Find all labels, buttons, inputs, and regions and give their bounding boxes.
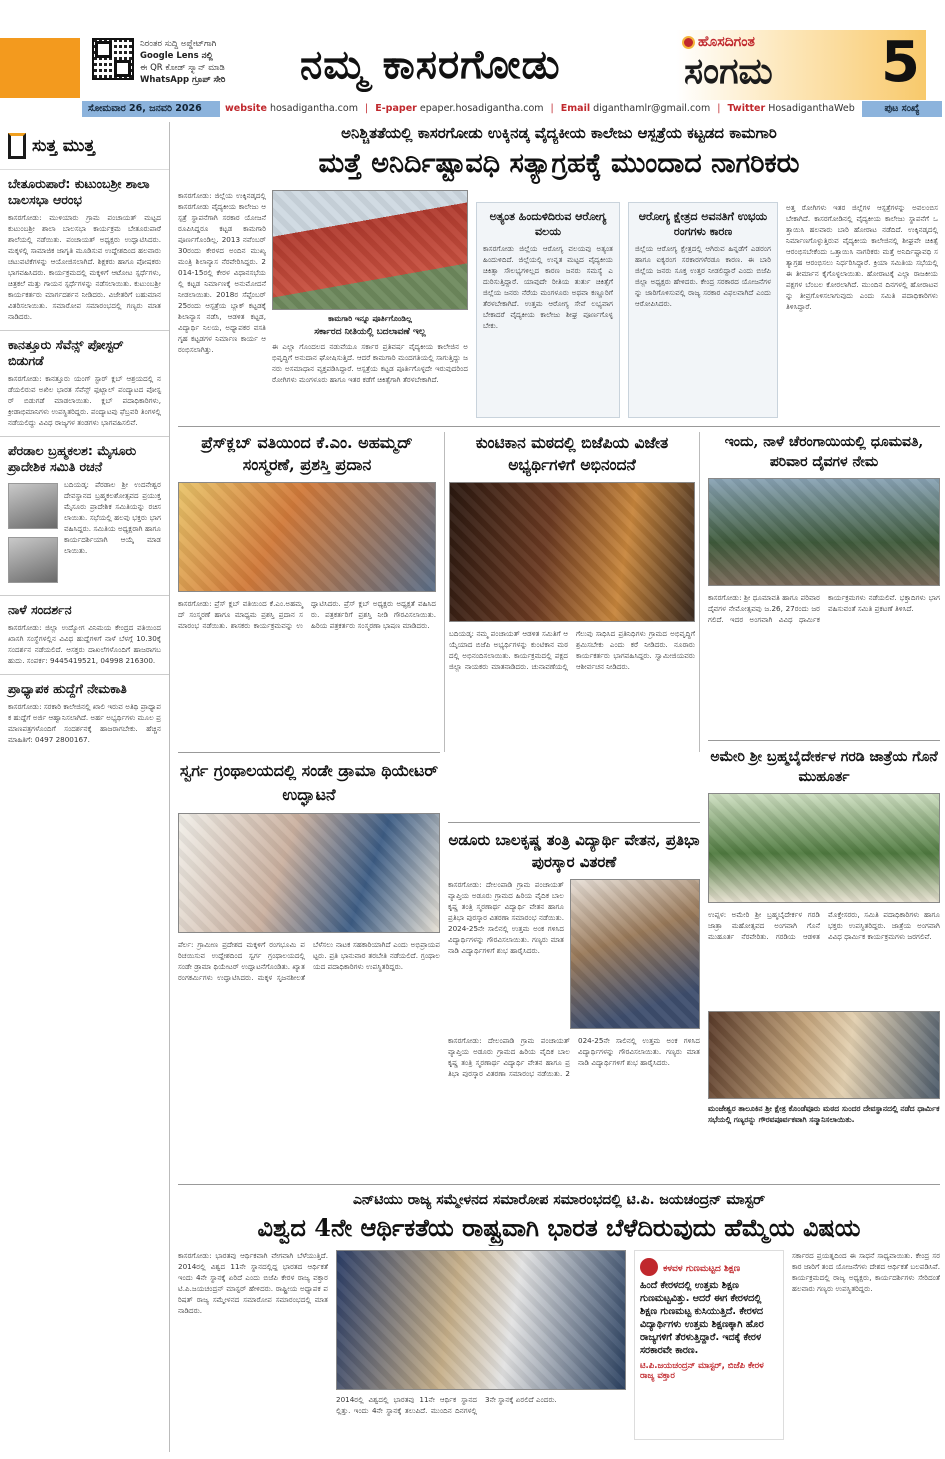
story-body-continued: ಕಾಸರಗೋಡು: ದೇಲಂಪಾಡಿ ಗ್ರಾಮ ಪಂಚಾಯತ್ ವ್ಯಾಪ್ತಿಯ ಅಡೂರು ಗ್ರಾಮದ ಹಿರಿಯ ವೈದಿಕ ಬಾಲಕೃಷ್ಣ ತಂತ್ರಿ ಸ್ಮರಣಾರ್ಥ ವಿದ್ಯಾರ್ಥಿ ವೇತನ ಹಾಗೂ ಪ್ರತಿಭಾ ಪುರಸ್ಕಾರ ವಿತರಣಾ ಸಮಾರಂಭ ನಡೆಯಿತು. 2024-25ನೇ ಸಾಲಿನಲ್ಲಿ ಉತ್ತಮ ಅಂಕ ಗಳಿಸಿದ ವಿದ್ಯಾರ್ಥಿಗಳನ್ನು ಗೌರವಿಸಲಾಯಿತು. ಗಣ್ಯರು ಮಾತನಾಡಿ ವಿದ್ಯಾರ್ಥಿಗಳಿಗೆ ಶುಭ ಹಾರೈಸಿದರು. [448,1036,700,1078]
story-photo [570,879,700,1029]
sidebar-box-title: ಆರೋಗ್ಯ ಕ್ಷೇತ್ರದ ಅವನತಿಗೆ ಉಭಯ ರಂಗಗಳು ಕಾರಣ [638,210,768,238]
story-body: ಬದಿಯಡ್ಕ: ನಮ್ಮ ಪಂಚಾಯತ್ ಆಡಳಿತ ಸಮಿತಿಗೆ ಆಯ್ಕೆಯಾದ ಬಿಜೆಪಿ ಅಭ್ಯರ್ಥಿಗಳನ್ನು ಕುಂಟಿಕಾನ ಮಠದಲ್ಲಿ ಅಭಿನಂದಿಸಲಾಯಿತು. ಕಾರ್ಯಕ್ರಮದಲ್ಲಿ ಪಕ್ಷದ ಜಿಲ್ಲಾ ನಾಯಕರು ಮಾತನಾಡಿದರು. ಚುನಾವಣೆಯಲ್ಲಿ ಗೆಲುವು ಸಾಧಿಸಿದ ಪ್ರತಿನಿಧಿಗಳು ಗ್ರಾಮದ ಅಭಿವೃದ್ಧಿಗೆ ಶ್ರಮಿಸಬೇಕು ಎಂದು ಕರೆ ನೀಡಿದರು. ನೂರಾರು ಕಾರ್ಯಕರ್ತರು ಭಾಗವಹಿಸಿದ್ದರು. ಸ್ವಾಮೀಜಿಯವರು ಆಶೀರ್ವಚನ ನೀಡಿದರು. [449,629,695,671]
story-body: ಉಪ್ಪಳ: ಅಮೇರಿ ಶ್ರೀ ಬ್ರಹ್ಮಬೈದೇರ್ಕಳ ಗರಡಿ ಜಾತ್ರಾ ಮಹೋತ್ಸವದ ಅಂಗವಾಗಿ ಗೊನೆ ಮುಹೂರ್ತ ನೆರವೇರಿತು. ಗರಡಿಯ ಆಡಳಿತ ಮೊಕ್ತೇಸರರು, ಸಮಿತಿ ಪದಾಧಿಕಾರಿಗಳು ಹಾಗೂ ಭಕ್ತರು ಉಪಸ್ಥಿತರಿದ್ದರು. ಜಾತ್ರೆಯ ಅಂಗವಾಗಿ ವಿವಿಧ ಧಾರ್ಮಿಕ ಕಾರ್ಯಕ್ರಮಗಳು ಜರಗಲಿವೆ. [708,910,940,941]
divider: | [550,103,554,114]
twitter-link[interactable]: HosadiganthaWeb [768,103,855,114]
epaper-label: E-paper [375,103,417,114]
lead-body: ಕಾಸರಗೋಡು: ಜಿಲ್ಲೆಯ ಉಕ್ಕಿನಡ್ಕದಲ್ಲಿ ಕಾಸರಗೋಡು ವೈದ್ಯಕೀಯ ಕಾಲೇಜು ಆಸ್ಪತ್ರೆ ಸ್ಥಾಪನೆಗಾಗಿ ಸರಕಾರ ಯೋಜನೆ ರೂಪಿಸಿದ್ದರೂ ಕಟ್ಟಡ ಕಾಮಗಾರಿ ಪೂರ್ಣಗೊಂಡಿಲ್ಲ. 2013 ನವೆಂಬರ್ 30ರಂದು ಕೇರಳದ ಅಂದಿನ ಮುಖ್ಯಮಂತ್ರಿ ಶಿಲಾನ್ಯಾಸ ನೆರವೇರಿಸಿದ್ದರು. 2014-15ರಲ್ಲಿ ಕೇರಳ ವಿಧಾನಸಭೆಯಲ್ಲಿ ಕಟ್ಟಡ ನಿರ್ಮಾಣಕ್ಕೆ ಅನುಮೋದನೆ ನೀಡಲಾಯಿತು. 2018ರ ಸೆಪ್ಟೆಂಬರ್ 25ರಂದು ಆಸ್ಪತ್ರೆಯ ಬ್ಲಾಕ್ ಕಟ್ಟಡಕ್ಕೆ ಶಿಲಾನ್ಯಾಸ ನಡೆಸಿ, ಆಡಳಿತ ಕಟ್ಟಡ, ವಿದ್ಯಾರ್ಥಿ ನಿಲಯ, ಅಧ್ಯಾಪಕರ ವಸತಿ ಗೃಹ ಕಟ್ಟಡಗಳ ನಿರ್ಮಾಣ ಕಾರ್ಯ ಆರಂಭಿಸಲಾಗಿತ್ತು. [178,191,266,354]
brand-box [676,30,926,100]
story-headline: ಅಮೇರಿ ಶ್ರೀ ಬ್ರಹ್ಮಬೈದೇರ್ಕಳ ಗರಡಿ ಜಾತ್ರೆಯ ಗೊನೆ ಮುಹೂರ್ತ [710,749,938,785]
brief-item[interactable] [0,331,169,437]
epaper-link[interactable]: epaper.hosadigantha.com [419,103,544,114]
story-headline: ಸ್ವರ್ಗ ಗ್ರಂಥಾಲಯದಲ್ಲಿ ಸಂಡೇ ಡ್ರಾಮಾ ಥಿಯೇಟರ್ ಉದ್ಘಾಟನೆ [179,761,439,804]
email-label: Email [560,103,591,114]
bottom-body-mid: 2014ರಲ್ಲಿ ವಿಶ್ವದಲ್ಲಿ ಭಾರತವು 11ನೇ ಆರ್ಥಿಕ ಸ್ಥಾನದಲ್ಲಿತ್ತು. ಇಂದು 4ನೇ ಸ್ಥಾನಕ್ಕೆ ತಲುಪಿದೆ. ಮುಂದಿನ ದಿನಗಳಲ್ಲಿ 3ನೇ ಸ್ಥಾನಕ್ಕೆ ಏರಲಿದೆ ಎಂದರು. [336,1395,557,1415]
divider [178,426,940,427]
felicitation-photo [708,1011,940,1099]
hospital-building-photo [272,190,468,310]
qr-line: ಈ QR ಕೋಡ್ ಸ್ಕ್ಯಾನ್ ಮಾಡಿ [140,63,225,73]
bottom-kicker: ಎನ್‌ಟಿಯು ರಾಜ್ಯ ಸಮ್ಮೇಳನದ ಸಮಾರೋಪ ಸಮಾರಂಭದಲ್ಲಿ ಟಿ.ಪಿ. ಜಯಚಂದ್ರನ್ ಮಾಸ್ಟರ್ [352,1192,766,1208]
story-photo [708,478,940,586]
divider: | [365,103,369,114]
divider [178,1184,940,1185]
sidebar-box [628,202,778,418]
brief-body: ಕಾಸರಗೋಡು: ಸರಕಾರಿ ಕಾಲೇಜಿನಲ್ಲಿ ಖಾಲಿ ಇರುವ ಅತಿಥಿ ಪ್ರಾಧ್ಯಾಪಕ ಹುದ್ದೆಗೆ ಅರ್ಜಿ ಆಹ್ವಾನಿಸಲಾಗಿದೆ. ಅರ್ಹ ಅಭ್ಯರ್ಥಿಗಳು ಮೂಲ ಪ್ರಮಾಣಪತ್ರಗಳೊಂದಿಗೆ ಸಂದರ್ಶನಕ್ಕೆ ಹಾಜರಾಗಬೇಕು. ಹೆಚ್ಚಿನ ಮಾಹಿತಿಗೆ: 0497 2800167. [8,702,161,744]
info-strip [0,101,945,117]
story-photo [708,793,940,903]
brief-item[interactable] [0,596,169,675]
website-link[interactable]: hosadigantha.com [269,103,358,114]
bottom-story[interactable] [178,1190,940,1452]
story[interactable] [178,752,440,1177]
lead-headline: ಮತ್ತೆ ಅನಿರ್ದಿಷ್ಟಾವಧಿ ಸತ್ಯಾಗ್ರಹಕ್ಕೆ ಮುಂದಾದ ನಾಗರಿಕರು [318,148,800,179]
story-headline: ಇಂದು, ನಾಳೆ ಚೆರಂಗಾಯಿಯಲ್ಲಿ ಧೂಮವತಿ, ಪರಿವಾರ ದೈವಗಳ ನೇಮ [724,434,924,470]
briefs-column [0,122,170,1452]
brief-headline: ಪ್ರಾಧ್ಯಾಪಕ ಹುದ್ದೆಗೆ ನೇಮಕಾತಿ [8,681,127,696]
story-headline: ಕುಂಟಿಕಾನ ಮಠದಲ್ಲಿ ಬಿಜೆಪಿಯ ವಿಜೇತ ಅಭ್ಯರ್ಥಿಗಳಿಗೆ ಅಭಿನಂದನೆ [475,433,669,474]
qr-code-icon[interactable] [92,38,134,80]
brief-item[interactable] [0,437,169,596]
pull-quote-box [634,1250,784,1440]
pull-quote-title: ಕಳವಳ ಗುಣಮಟ್ಟದ ಶಿಕ್ಷಣ [663,1264,741,1274]
page-number: 5 [881,30,920,95]
website-label: website [225,103,267,114]
brief-headline: ಬೇತೂರುಪಾರೆ: ಕುಟುಂಬಶ್ರೀ ಶಾಲಾ ಬಾಲಸಭಾ ಆರಂಭ [8,176,150,207]
brand-name-small: ಹೊಸದಿಗಂತ [698,34,755,50]
story[interactable] [178,432,436,752]
quote-icon [640,1258,658,1276]
brief-item[interactable] [0,675,169,753]
story-body: ಕಾಸರಗೋಡು: ಶ್ರೀ ಧೂಮಾವತಿ ಹಾಗೂ ಪರಿವಾರ ದೈವಗಳ ನೇಮೋತ್ಸವವು ಜ.26, 27ರಂದು ಜರಗಲಿದೆ. ಇದರ ಅಂಗವಾಗಿ ವಿವಿಧ ಧಾರ್ಮಿಕ ಕಾರ್ಯಕ್ರಮಗಳು ನಡೆಯಲಿವೆ. ಭಕ್ತಾದಿಗಳು ಭಾಗವಹಿಸುವಂತೆ ಸಮಿತಿ ಪ್ರಕಟಣೆ ತಿಳಿಸಿದೆ. [708,593,940,624]
story-body: ಕಾಸರಗೋಡು: ಪ್ರೆಸ್ ಕ್ಲಬ್ ವತಿಯಿಂದ ಕೆ.ಎಂ.ಅಹಮ್ಮದ್ ಸಂಸ್ಮರಣೆ ಹಾಗೂ ಮಾಧ್ಯಮ ಪ್ರಶಸ್ತಿ ಪ್ರದಾನ ಸಮಾರಂಭ ನಡೆಯಿತು. ಶಾಸಕರು ಕಾರ್ಯಕ್ರಮವನ್ನು ಉದ್ಘಾಟಿಸಿದರು. ಪ್ರೆಸ್ ಕ್ಲಬ್ ಅಧ್ಯಕ್ಷರು ಅಧ್ಯಕ್ಷತೆ ವಹಿಸಿದರು. ಪತ್ರಕರ್ತರಿಗೆ ಪ್ರಶಸ್ತಿ ನೀಡಿ ಗೌರವಿಸಲಾಯಿತು. ಹಿರಿಯ ಪತ್ರಕರ್ತರು ಸಂಸ್ಮರಣಾ ಭಾಷಣ ಮಾಡಿದರು. [178,599,436,630]
qr-line: Google Lens ನಲ್ಲಿ [140,51,213,61]
sidebar-box [476,202,620,418]
bottom-body: ಕಾಸರಗೋಡು: ಭಾರತವು ಆರ್ಥಿಕವಾಗಿ ವೇಗವಾಗಿ ಬೆಳೆಯುತ್ತಿದೆ. 2014ರಲ್ಲಿ ವಿಶ್ವದ 11ನೇ ಸ್ಥಾನದಲ್ಲಿದ್ದ ಭಾರತದ ಆರ್ಥಿಕತೆ ಇಂದು 4ನೇ ಸ್ಥಾನಕ್ಕೆ ಏರಿದೆ ಎಂದು ಬಿಜೆಪಿ ಕೇರಳ ರಾಜ್ಯ ವಕ್ತಾರ ಟಿ.ಪಿ.ಜಯಚಂದ್ರನ್ ಮಾಸ್ಟರ್ ಹೇಳಿದರು. ರಾಷ್ಟ್ರೀಯ ಅಧ್ಯಾಪಕ ಪರಿಷತ್ ರಾಜ್ಯ ಸಮ್ಮೇಳನದ ಸಮಾರೋಪ ಸಮಾರಂಭದಲ್ಲಿ ಮಾತನಾಡಿದರು. [178,1251,328,1315]
bottom-headline: ವಿಶ್ವದ 4ನೇ ಆರ್ಥಿಕತೆಯ ರಾಷ್ಟ್ರವಾಗಿ ಭಾರತ ಬೆಳೆದಿರುವುದು ಹೆಮ್ಮೆಯ ವಿಷಯ [257,1213,861,1242]
brand-supplement-name: ಸಂಗಮ [684,50,773,92]
divider: | [717,103,721,114]
twitter-label: Twitter [727,103,766,114]
photo-caption: ಕಾಮಗಾರಿ ಇನ್ನೂ ಪೂರ್ತಿಗೊಂಡಿಲ್ಲ [328,314,412,323]
issue-date: ಸೋಮವಾರ 26, ಜನವರಿ 2026 [82,101,220,117]
section-masthead-title: ನಮ್ಮ ಕಾಸರಗೋಡು [300,41,561,88]
brief-headline: ಕಾನತ್ತೂರು ಸೆವೆನ್ಸ್ ಪೋಸ್ಟರ್ ಬಿಡುಗಡೆ [8,337,124,368]
section-mark-icon [8,133,26,159]
qr-line: WhatsApp ಗ್ರೂಪ್ ಸೇರಿ [140,75,226,85]
sidebar-box-title: ಅತ್ಯಂತ ಹಿಂದುಳಿದಿರುವ ಆರೋಗ್ಯ ವಲಯ [489,210,607,238]
pull-quote-text: ಹಿಂದೆ ಕೇರಳದಲ್ಲಿ ಉತ್ತಮ ಶಿಕ್ಷಣ ಗುಣಮಟ್ಟವಿತ್ತು. ಆದರೆ ಈಗ ಕೇರಳದಲ್ಲಿ ಶಿಕ್ಷಣ ಗುಣಮಟ್ಟ ಕುಸಿಯುತ್ತಿದೆ. ಕೇರಳದ ವಿದ್ಯಾರ್ಥಿಗಳು ಉತ್ತಮ ಶಿಕ್ಷಣಕ್ಕಾಗಿ ಹೊರ ರಾಜ್ಯಗಳಿಗೆ ತೆರಳುತ್ತಿದ್ದಾರೆ. ಇದಕ್ಕೆ ಕೇರಳ ಸರಕಾರವೇ ಕಾರಣ. [640,1279,764,1356]
person-photo [8,537,58,583]
story-photo [178,482,436,592]
story[interactable] [708,740,940,1150]
lead-story[interactable] [178,122,940,422]
photo-caption: ಮಂಜೇಶ್ವರ ತಾಲೂಕಿನ ಶ್ರೀ ಕ್ಷೇತ್ರ ಕೊಂಡೆವೂರು ಮಠದ ಸುಂದರ ದೇವಸ್ಥಾನದಲ್ಲಿ ನಡೆದ ಧಾರ್ಮಿಕ ಸಭೆಯಲ್ಲಿ ಗಣ್ಯರನ್ನು ಗೌರವಪೂರ್ವಕವಾಗಿ ಸನ್ಮಾನಿಸಲಾಯಿತು. [708,1104,940,1124]
lead-kicker: ಅನಿಶ್ಚಿತತೆಯಲ್ಲಿ ಕಾಸರಗೋಡು ಉಕ್ಕಿನಡ್ಕ ವೈದ್ಯಕೀಯ ಕಾಲೇಜು ಆಸ್ಪತ್ರೆಯ ಕಟ್ಟಡದ ಕಾಮಗಾರಿ [341,124,777,142]
pull-quote-attribution: ಟಿ.ಪಿ.ಜಯಚಂದ್ರನ್ ಮಾಸ್ಟರ್, ಬಿಜೆಪಿ ಕೇರಳ ರಾಜ್ಯ ವಕ್ತಾರ [640,1360,764,1381]
brief-body: ಕಾಸರಗೋಡು: ಜಿಲ್ಲಾ ಉದ್ಯೋಗ ವಿನಿಮಯ ಕೇಂದ್ರದ ವತಿಯಿಂದ ಖಾಸಗಿ ಸಂಸ್ಥೆಗಳಲ್ಲಿನ ವಿವಿಧ ಹುದ್ದೆಗಳಿಗೆ ನಾಳೆ ಬೆಳಗ್ಗೆ 10.30ಕ್ಕೆ ಸಂದರ್ಶನ ನಡೆಯಲಿದೆ. ಆಸಕ್ತರು ದಾಖಲೆಗಳೊಂದಿಗೆ ಹಾಜರಾಗಬಹುದು. ಸಂಪರ್ಕ: 9445419521, 04998 216300. [8,623,161,665]
story-headline: ಪ್ರೆಸ್‌ಕ್ಲಬ್ ವತಿಯಿಂದ ಕೆ.ಎಂ. ಅಹಮ್ಮದ್ ಸಂಸ್ಮರಣೆ, ಪ್ರಶಸ್ತಿ ಪ್ರದಾನ [201,433,413,474]
brief-headline: ಪೆರಡಾಲ ಬ್ರಹ್ಮಕಲಶ: ಮೈಸೂರು ಪ್ರಾದೇಶಿಕ ಸಮಿತಿ ರಚನೆ [8,443,137,474]
brief-headline: ನಾಳೆ ಸಂದರ್ಶನ [8,602,72,617]
lead-body-b: ಈ ಎಲ್ಲಾ ಗೊಂದಲದ ನಡುವೆಯೂ ಸರ್ಕಾರ ಪ್ರತಿವರ್ಷ ವೈದ್ಯಕೀಯ ಕಾಲೇಜಿನ ಅಭಿವೃದ್ಧಿಗೆ ಅನುದಾನ ಘೋಷಿಸುತ್ತಿದೆ. ಆದರೆ ಕಾಮಗಾರಿ ಮಂದಗತಿಯಲ್ಲಿ ಸಾಗುತ್ತಿದ್ದು ಜನರು ಅಸಮಾಧಾನ ವ್ಯಕ್ತಪಡಿಸಿದ್ದಾರೆ. ಆಸ್ಪತ್ರೆಯ ಕಟ್ಟಡ ಪೂರ್ತಿಗೊಳ್ಳದೇ ಇರುವುದರಿಂದ ರೋಗಿಗಳು ಮಂಗಳೂರು ಹಾಗೂ ಇತರ ಕಡೆಗೆ ಚಿಕಿತ್ಸೆಗಾಗಿ ತೆರಳಬೇಕಾಗಿದೆ. [272,342,468,384]
story-photo [178,813,440,933]
conference-photo [336,1250,626,1390]
bottom-body-right: ಸರ್ಕಾರದ ಪ್ರಯತ್ನದಿಂದ ಈ ಸಾಧನೆ ಸಾಧ್ಯವಾಯಿತು. ಕೇಂದ್ರ ಸರಕಾರ ಜಾರಿಗೆ ತಂದ ಯೋಜನೆಗಳು ದೇಶದ ಆರ್ಥಿಕತೆ ಬಲಪಡಿಸಿವೆ. ಕಾರ್ಯಕ್ರಮದಲ್ಲಿ ರಾಜ್ಯ ಅಧ್ಯಕ್ಷರು, ಕಾರ್ಯದರ್ಶಿಗಳು ಸೇರಿದಂತೆ ಹಲವಾರು ಗಣ್ಯರು ಉಪಸ್ಥಿತರಿದ್ದರು. [792,1251,940,1293]
section-logo [0,122,169,170]
brief-body: ಕಾಸರಗೋಡು: ಮುಳಿಯಾರು ಗ್ರಾಮ ಪಂಚಾಯತ್ ಮಟ್ಟದ ಕುಟುಂಬಶ್ರೀ ಶಾಲಾ ಬಾಲಸಭಾ ಕಾರ್ಯಕ್ರಮ ಬೇತೂರುಪಾರೆ ಶಾಲೆಯಲ್ಲಿ ನಡೆಯಿತು. ಪಂಚಾಯತ್ ಅಧ್ಯಕ್ಷರು ಉದ್ಘಾಟಿಸಿದರು. ಮಕ್ಕಳಲ್ಲಿ ಸಾಮಾಜಿಕ ಜಾಗೃತಿ ಮೂಡಿಸುವ ಉದ್ದೇಶದಿಂದ ಹಲವಾರು ಚಟುವಟಿಕೆಗಳನ್ನು ಆಯೋಜಿಸಲಾಗಿದೆ. ಶಿಕ್ಷಕರು ಹಾಗೂ ಪೋಷಕರು ಭಾಗವಹಿಸಿದರು. ಕಾರ್ಯಕ್ರಮದಲ್ಲಿ ಮಕ್ಕಳಿಗೆ ಆಟೋಟ ಸ್ಪರ್ಧೆಗಳು, ಚಿತ್ರಕಲೆ ಮತ್ತು ಗಾಯನ ಸ್ಪರ್ಧೆಗಳನ್ನು ನಡೆಸಲಾಯಿತು. ಕುಟುಂಬಶ್ರೀ ಕಾರ್ಯಕರ್ತರು ಮಾರ್ಗದರ್ಶನ ನೀಡಿದರು. ವಿಜೇತರಿಗೆ ಬಹುಮಾನ ವಿತರಿಸಲಾಯಿತು. ಸಮಾರೋಪ ಸಮಾರಂಭದಲ್ಲಿ ಗಣ್ಯರು ಮಾತನಾಡಿದರು. [8,213,161,321]
lead-body-right: ಅತ್ತ ರೋಗಿಗಳು ಇತರ ಜಿಲ್ಲೆಗಳ ಆಸ್ಪತ್ರೆಗಳನ್ನು ಅವಲಂಬಿಸಬೇಕಾಗಿದೆ. ಕಾಸರಗೋಡಿನಲ್ಲಿ ವೈದ್ಯಕೀಯ ಕಾಲೇಜು ಸ್ಥಾಪನೆಗೆ ಒತ್ತಾಯಿಸಿ ಹಲವಾರು ಬಾರಿ ಹೋರಾಟ ನಡೆದಿದೆ. ಉಕ್ಕಿನಡ್ಕದಲ್ಲಿ ನಿರ್ಮಾಣಗೊಳ್ಳುತ್ತಿರುವ ವೈದ್ಯಕೀಯ ಕಾಲೇಜಿನಲ್ಲಿ ಶೀಘ್ರವೇ ಚಿಕಿತ್ಸೆ ಆರಂಭಿಸಬೇಕೆಂದು ಒತ್ತಾಯಿಸಿ ನಾಗರಿಕರು ಮತ್ತೆ ಅನಿರ್ದಿಷ್ಟಾವಧಿ ಸತ್ಯಾಗ್ರಹ ಆರಂಭಿಸಲು ನಿರ್ಧರಿಸಿದ್ದಾರೆ. ಕ್ರಿಯಾ ಸಮಿತಿಯ ಸಭೆಯಲ್ಲಿ ಈ ತೀರ್ಮಾನ ಕೈಗೊಳ್ಳಲಾಯಿತು. ಹೋರಾಟಕ್ಕೆ ಎಲ್ಲಾ ರಾಜಕೀಯ ಪಕ್ಷಗಳ ಬೆಂಬಲ ಕೋರಲಾಗಿದೆ. ಮುಂದಿನ ದಿನಗಳಲ್ಲಿ ಹೋರಾಟವನ್ನು ತೀವ್ರಗೊಳಿಸಲಾಗುವುದು ಎಂದು ಸಮಿತಿ ಪದಾಧಿಕಾರಿಗಳು ತಿಳಿಸಿದ್ದಾರೆ. [786,203,938,311]
story-headline: ಅಡೂರು ಬಾಲಕೃಷ್ಣ ತಂತ್ರಿ ವಿದ್ಯಾರ್ಥಿ ವೇತನ, ಪ್ರತಿಭಾ ಪುರಸ್ಕಾರ ವಿತರಣೆ [448,831,700,871]
story-photo [449,482,695,622]
brand-logo-icon [682,36,695,49]
story-body: ಕಾಸರಗೋಡು: ದೇಲಂಪಾಡಿ ಗ್ರಾಮ ಪಂಚಾಯತ್ ವ್ಯಾಪ್ತಿಯ ಅಡೂರು ಗ್ರಾಮದ ಹಿರಿಯ ವೈದಿಕ ಬಾಲಕೃಷ್ಣ ತಂತ್ರಿ ಸ್ಮರಣಾರ್ಥ ವಿದ್ಯಾರ್ಥಿ ವೇತನ ಹಾಗೂ ಪ್ರತಿಭಾ ಪುರಸ್ಕಾರ ವಿತರಣಾ ಸಮಾರಂಭ ನಡೆಯಿತು. 2024-25ನೇ ಸಾಲಿನಲ್ಲಿ ಉತ್ತಮ ಅಂಕ ಗಳಿಸಿದ ವಿದ್ಯಾರ್ಥಿಗಳನ್ನು ಗೌರವಿಸಲಾಯಿತು. ಗಣ್ಯರು ಮಾತನಾಡಿ ವಿದ್ಯಾರ್ಥಿಗಳಿಗೆ ಶುಭ ಹಾರೈಸಿದರು. [448,880,564,955]
masthead-accent-block [0,38,80,98]
sidebar-box-body: ಕಾಸರಗೋಡು ಜಿಲ್ಲೆಯ ಆರೋಗ್ಯ ವಲಯವು ಅತ್ಯಂತ ಹಿಂದುಳಿದಿದೆ. ಜಿಲ್ಲೆಯಲ್ಲಿ ಉನ್ನತ ಮಟ್ಟದ ವೈದ್ಯಕೀಯ ಚಿಕಿತ್ಸಾ ಸೌಲಭ್ಯಗಳಿಲ್ಲದ ಕಾರಣ ಜನರು ಸಮಸ್ಯೆ ಎದುರಿಸುತ್ತಿದ್ದಾರೆ. ಯಾವುದೇ ರೀತಿಯ ತುರ್ತು ಚಿಕಿತ್ಸೆಗೆ ಜಿಲ್ಲೆಯ ಜನರು ನೆರೆಯ ಮಂಗಳೂರು ಅಥವಾ ಕಣ್ಣೂರಿಗೆ ತೆರಳಬೇಕಾಗಿದೆ. ಉತ್ತಮ ಆರೋಗ್ಯ ಸೇವೆ ಲಭ್ಯವಾಗಬೇಕಾದರೆ ವೈದ್ಯಕೀಯ ಕಾಲೇಜು ಶೀಘ್ರ ಪೂರ್ಣಗೊಳ್ಳಬೇಕು. [483,244,613,330]
contact-links [225,101,855,117]
qr-line: ನಿರಂತರ ಸುದ್ದಿ ಅಪ್ಡೇಟ್‌ಗಾಗಿ [140,39,217,49]
sidebar-box-body: ಜಿಲ್ಲೆಯ ಆರೋಗ್ಯ ಕ್ಷೇತ್ರದಲ್ಲಿ ಆಗಿರುವ ಹಿನ್ನಡೆಗೆ ಎಡರಂಗ ಹಾಗೂ ಐಕ್ಯರಂಗ ಸರಕಾರಗಳೆರಡೂ ಕಾರಣ. ಈ ಬಾರಿ ಜಿಲ್ಲೆಯ ಜನರು ಸೂಕ್ತ ಉತ್ತರ ನೀಡಲಿದ್ದಾರೆ ಎಂದು ಬಿಜೆಪಿ ಜಿಲ್ಲಾ ಅಧ್ಯಕ್ಷರು ಹೇಳಿದರು. ಕೇಂದ್ರ ಸರಕಾರದ ಯೋಜನೆಗಳನ್ನು ಜಾರಿಗೊಳಿಸುವಲ್ಲಿ ರಾಜ್ಯ ಸರಕಾರ ವಿಫಲವಾಗಿದೆ ಎಂದು ಆರೋಪಿಸಿದರು. [635,244,771,308]
story[interactable] [444,432,700,752]
lead-subhead: ಸರ್ಕಾರದ ನೀತಿಯಲ್ಲಿ ಬದಲಾವಣೆ ಇಲ್ಲ [314,327,426,337]
person-photo [8,483,58,529]
brief-body: ಬದಿಯಡ್ಕ: ಪೆರಡಾಲ ಶ್ರೀ ಉದನೇಶ್ವರ ದೇವಸ್ಥಾನದ ಬ್ರಹ್ಮಕಲಶೋತ್ಸವದ ಪ್ರಯುಕ್ತ ಮೈಸೂರು ಪ್ರಾದೇಶಿಕ ಸಮಿತಿಯನ್ನು ರಚಿಸಲಾಯಿತು. ಸಭೆಯಲ್ಲಿ ಹಲವು ಭಕ್ತರು ಭಾಗವಹಿಸಿದ್ದರು. ಸಮಿತಿಯ ಅಧ್ಯಕ್ಷರಾಗಿ ಹಾಗೂ ಕಾರ್ಯದರ್ಶಿಯಾಗಿ ಆಯ್ಕೆ ಮಾಡಲಾಯಿತು. [64,480,161,555]
qr-instructions [140,38,290,86]
story[interactable] [448,822,700,1177]
masthead [0,0,945,100]
page-label: ಪುಟ ಸಂಖ್ಯೆ [862,101,942,117]
section-title: ಸುತ್ತ ಮುತ್ತ [32,135,95,156]
story[interactable] [708,432,940,732]
email-link[interactable]: diganthamlr@gmail.com [593,103,711,114]
brief-body: ಕಾಸರಗೋಡು: ಕಾನತ್ತೂರು ಯಂಗ್ ಸ್ಟಾರ್ ಕ್ಲಬ್ ಆಶ್ರಯದಲ್ಲಿ ನಡೆಯಲಿರುವ ಅಖಿಲ ಭಾರತ ಸೆವೆನ್ಸ್ ಫುಟ್ಬಾಲ್ ಪಂದ್ಯಾಟದ ಪೋಸ್ಟರ್ ಬಿಡುಗಡೆ ಮಾಡಲಾಯಿತು. ಕ್ಲಬ್ ಪದಾಧಿಕಾರಿಗಳು, ಕ್ರೀಡಾಭಿಮಾನಿಗಳು ಉಪಸ್ಥಿತರಿದ್ದರು. ಪಂದ್ಯಾಟವು ಫೆಬ್ರವರಿ ತಿಂಗಳಲ್ಲಿ ನಡೆಯಲಿದ್ದು ವಿವಿಧ ರಾಜ್ಯಗಳ ತಂಡಗಳು ಭಾಗವಹಿಸಲಿವೆ. [8,374,161,427]
story-body: ಪೆರ್ಲ: ಗ್ರಾಮೀಣ ಪ್ರದೇಶದ ಮಕ್ಕಳಿಗೆ ರಂಗಭೂಮಿ ಪರಿಚಯಿಸುವ ಉದ್ದೇಶದಿಂದ ಸ್ವರ್ಗ ಗ್ರಂಥಾಲಯದಲ್ಲಿ ಸಂಡೇ ಡ್ರಾಮಾ ಥಿಯೇಟರ್ ಉದ್ಘಾಟನೆಗೊಂಡಿತು. ಖ್ಯಾತ ರಂಗಕರ್ಮಿಗಳು ಉದ್ಘಾಟಿಸಿದರು. ಮಕ್ಕಳ ಸೃಜನಶೀಲತೆ ಬೆಳೆಸಲು ನಾಟಕ ಸಹಕಾರಿಯಾಗಿದೆ ಎಂದು ಅಭಿಪ್ರಾಯಪಟ್ಟರು. ಪ್ರತಿ ಭಾನುವಾರ ತರಬೇತಿ ನಡೆಯಲಿದೆ. ಗ್ರಂಥಾಲಯದ ಪದಾಧಿಕಾರಿಗಳು ಉಪಸ್ಥಿತರಿದ್ದರು. [178,940,440,982]
brief-item[interactable] [0,170,169,331]
